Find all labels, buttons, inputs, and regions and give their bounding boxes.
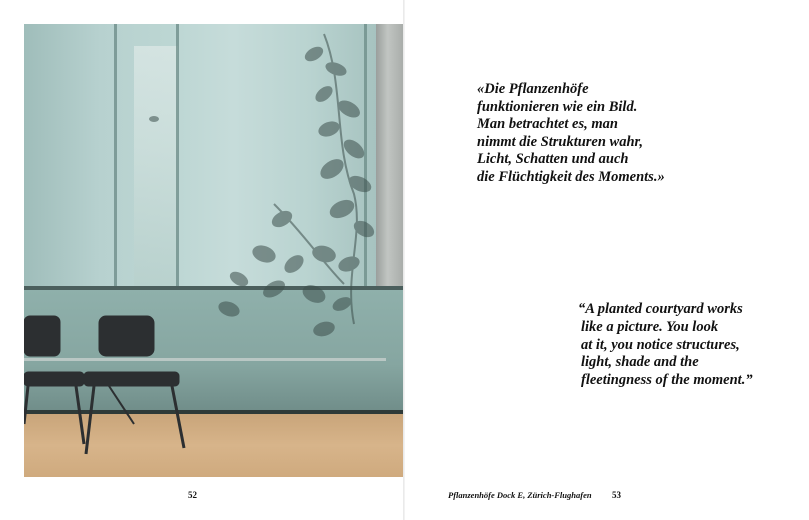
right-page [405,0,809,520]
chairs [24,24,405,477]
quote-line: fleetingness of the moment.” [581,372,753,389]
quote-line: Man betrachtet es, man [477,116,618,132]
page-number: 52 [188,490,197,500]
running-title: Pflanzenhöfe Dock E, Zürich-Flughafen [448,490,592,500]
photo [24,24,405,477]
left-page [0,0,404,520]
quote-line: “A planted courtyard works [578,301,743,317]
quote-line: nimmt die Strukturen wahr, [477,133,644,150]
quote-line: «Die Pflanzenhöfe [477,81,589,97]
quote-line: funktionieren wie ein Bild. [477,98,638,115]
quote-line: light, shade and the [581,354,699,371]
quote-english [578,301,753,390]
page-number: 53 [612,490,621,500]
quote-german [477,81,665,186]
quote-line: die Flüchtigkeit des Moments.» [477,168,665,185]
quote-line: Licht, Schatten und auch [477,151,629,167]
quote-line: at it, you notice structures, [581,336,740,353]
quote-line: like a picture. You look [581,318,719,335]
